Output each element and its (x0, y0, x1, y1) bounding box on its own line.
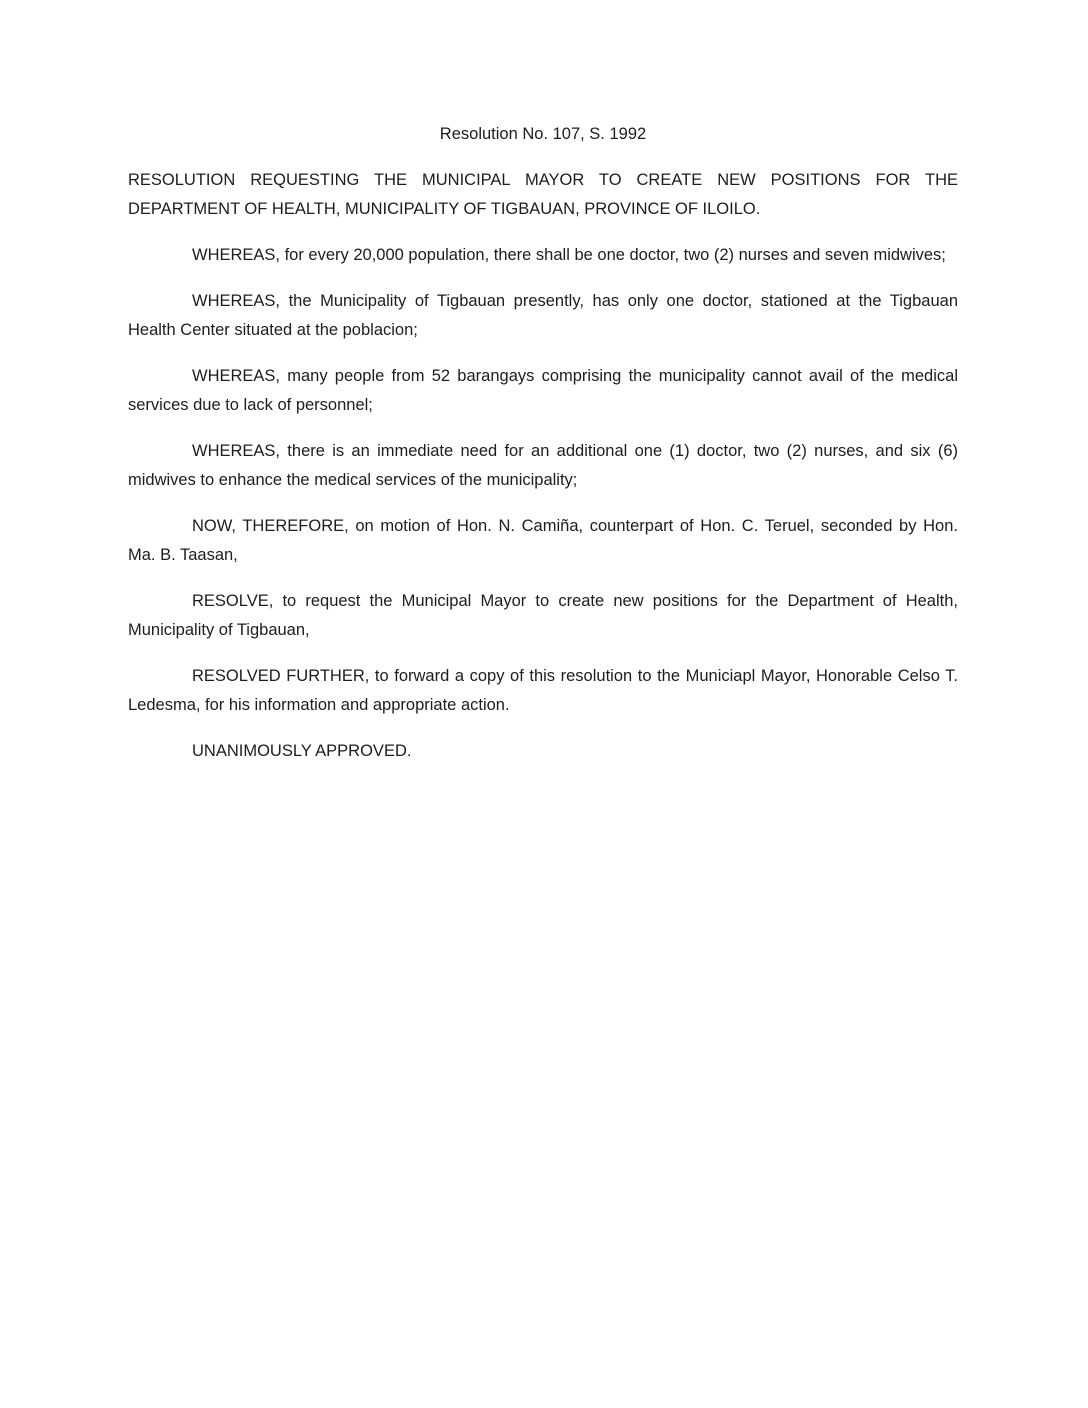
paragraph-resolved-further: RESOLVED FURTHER, to forward a copy of this resolution to the Municiapl Mayor, Honorable Celso T. Ledesma, for his information and appropriate action. (128, 667, 958, 714)
paragraph-unanimously-approved: UNANIMOUSLY APPROVED. (192, 742, 412, 760)
paragraph-whereas-one-doctor: WHEREAS, the Municipality of Tigbauan presently, has only one doctor, stationed at the Tigbauan Health Center situated at the poblacion; (128, 292, 958, 339)
paragraph-now-therefore: NOW, THEREFORE, on motion of Hon. N. Camiña, counterpart of Hon. C. Teruel, seconded by Hon. Ma. B. Taasan, (128, 517, 958, 564)
document-title: Resolution No. 107, S. 1992 (439, 125, 647, 143)
paragraph-whereas-immediate-need: WHEREAS, there is an immediate need for an additional one (1) doctor, two (2) nurses, and six (6) midwives to enhance the medical services of the municipality; (128, 442, 958, 489)
paragraph-whereas-barangays: WHEREAS, many people from 52 barangays comprising the municipality cannot avail of the medical services due to lack of personnel; (128, 367, 958, 414)
document-heading: RESOLUTION REQUESTING THE MUNICIPAL MAYOR TO CREATE NEW POSITIONS FOR THE DEPARTMENT OF HEALTH, MUNICIPALITY OF TIGBAUAN, PROVINCE OF ILOILO. (128, 171, 958, 218)
document-content (128, 120, 958, 766)
paragraph-whereas-population: WHEREAS, for every 20,000 population, there shall be one doctor, two (2) nurses and seven midwives; (192, 246, 946, 264)
paragraph-resolve: RESOLVE, to request the Municipal Mayor to create new positions for the Department of Health, Municipality of Tigbauan, (128, 592, 958, 639)
